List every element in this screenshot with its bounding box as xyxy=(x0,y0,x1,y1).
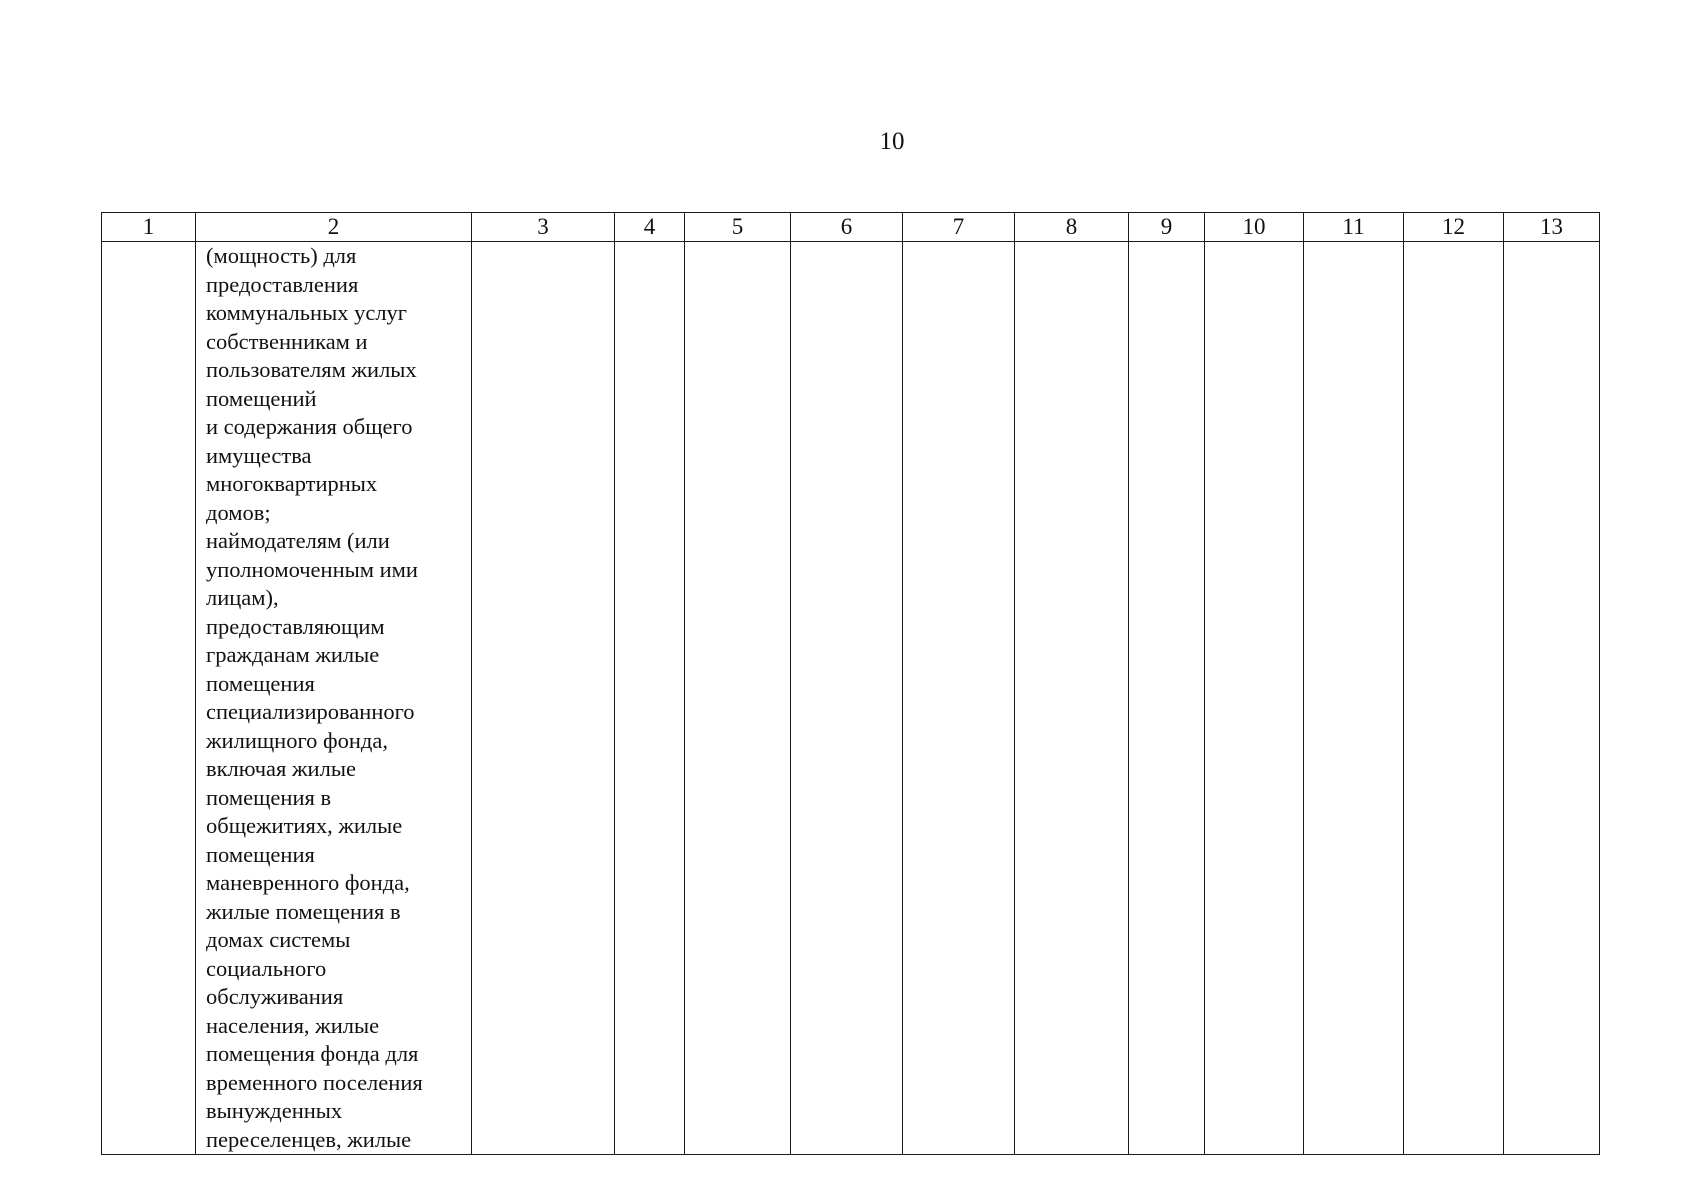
column-header-11: 11 xyxy=(1304,213,1404,242)
text-line: жилые помещения в xyxy=(206,898,401,924)
column-header-6: 6 xyxy=(791,213,903,242)
page-number: 10 xyxy=(879,128,905,155)
text-line: предоставляющим xyxy=(206,613,385,639)
text-line: переселенцев, жилые xyxy=(206,1126,412,1152)
data-table xyxy=(101,212,1600,1155)
text-line: пользователям жилых xyxy=(206,357,417,382)
text-line: обслуживания xyxy=(206,984,344,1009)
text-line: общежитиях, жилые xyxy=(206,813,403,838)
column-header-8: 8 xyxy=(1015,213,1129,242)
text-line: имущества xyxy=(206,442,312,468)
table-cell-col-13 xyxy=(1504,242,1600,1155)
table-header-row xyxy=(102,213,1600,242)
table-cell-col-7 xyxy=(903,242,1015,1155)
text-line: помещения фонда для xyxy=(206,1041,419,1066)
text-line: домов; xyxy=(206,499,271,525)
column-header-2: 2 xyxy=(196,213,472,242)
text-line: лицам), xyxy=(206,585,279,610)
table-cell-col-11 xyxy=(1304,242,1404,1155)
table-cell-col-9 xyxy=(1129,242,1205,1155)
text-line: многоквартирных xyxy=(206,471,378,496)
table-cell-col-6 xyxy=(791,242,903,1155)
column-header-12: 12 xyxy=(1404,213,1504,242)
text-line: предоставления xyxy=(206,271,359,297)
text-line: наймодателям (или xyxy=(206,528,390,553)
text-line: маневренного фонда, xyxy=(206,870,410,895)
table-cell-col-2 xyxy=(196,242,472,1155)
column-header-5: 5 xyxy=(685,213,791,242)
text-line: коммунальных услуг xyxy=(206,300,408,325)
table-cell-col-10 xyxy=(1205,242,1304,1155)
column-header-1: 1 xyxy=(102,213,196,242)
text-line: собственникам и xyxy=(206,328,368,354)
text-line: временного поселения xyxy=(206,1069,423,1095)
text-line: помещения в xyxy=(206,784,332,810)
text-line: населения, жилые xyxy=(206,1012,380,1038)
text-line: жилищного фонда, xyxy=(206,727,388,753)
column-header-10: 10 xyxy=(1205,213,1304,242)
table-row xyxy=(102,242,1600,1155)
table-cell-col-5 xyxy=(685,242,791,1155)
table-cell-col-1 xyxy=(102,242,196,1155)
column-header-4: 4 xyxy=(615,213,685,242)
text-line: социального xyxy=(206,955,327,981)
column-header-9: 9 xyxy=(1129,213,1205,242)
text-line: специализированного xyxy=(206,699,415,724)
column-header-13: 13 xyxy=(1504,213,1600,242)
table-cell-col-8 xyxy=(1015,242,1129,1155)
text-line: уполномоченным ими xyxy=(206,556,418,582)
text-line: помещений xyxy=(206,385,317,411)
text-line: включая жилые xyxy=(206,756,356,781)
data-table-container xyxy=(101,212,1599,1154)
column-header-3: 3 xyxy=(472,213,615,242)
text-line: помещения xyxy=(206,841,315,867)
table-cell-col-3 xyxy=(472,242,615,1155)
text-line: помещения xyxy=(206,670,315,696)
table-cell-col-12 xyxy=(1404,242,1504,1155)
text-line: вынужденных xyxy=(206,1098,343,1123)
text-line: и содержания общего xyxy=(206,414,413,439)
column-header-7: 7 xyxy=(903,213,1015,242)
text-line: (мощность) для xyxy=(206,243,357,268)
column-2-text xyxy=(196,242,471,1154)
table-cell-col-4 xyxy=(615,242,685,1155)
text-line: домах системы xyxy=(206,927,351,952)
text-line: гражданам жилые xyxy=(206,642,380,667)
